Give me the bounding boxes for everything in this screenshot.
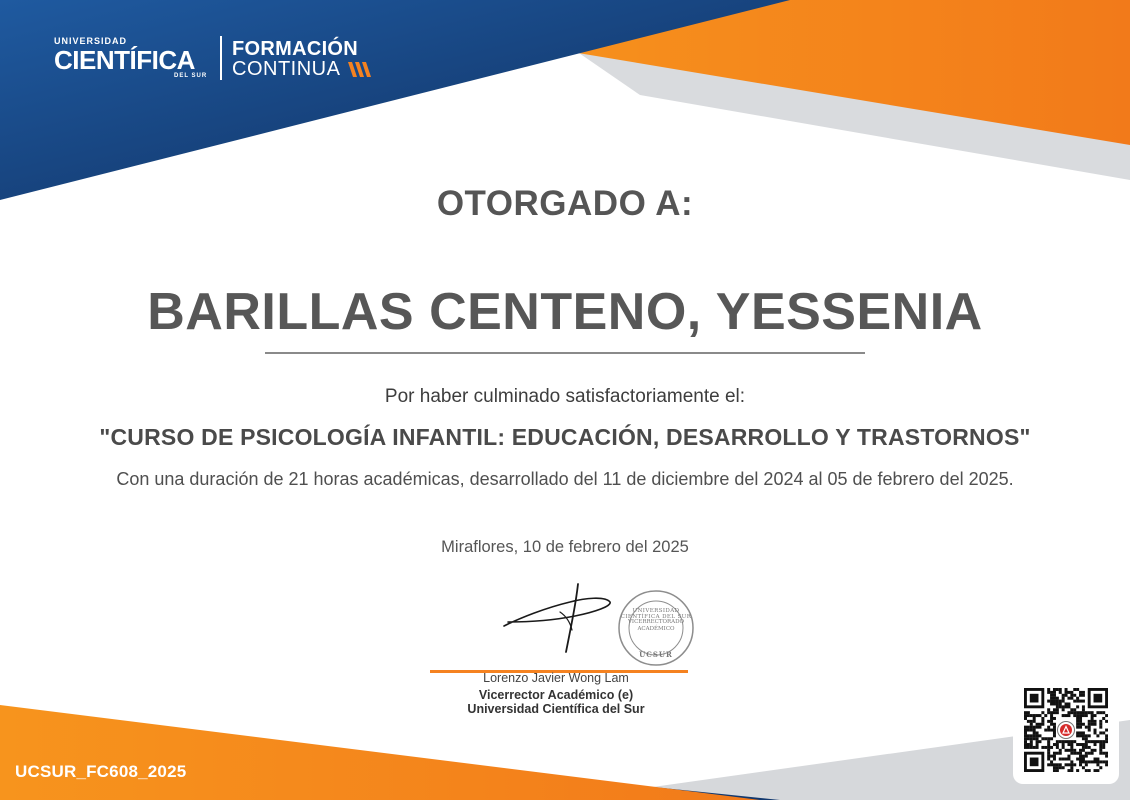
seal-middle-line2: ACADÉMICO: [637, 626, 675, 632]
place-and-date: Miraflores, 10 de febrero del 2025: [441, 538, 689, 556]
handwritten-signature: [500, 582, 615, 654]
seal-bottom-text: UCSUR: [639, 650, 673, 659]
logo-university-suffix: DEL SUR: [174, 73, 208, 79]
course-title: "CURSO DE PSICOLOGÍA INFANTIL: EDUCACIÓN, DESARROLLO Y TRASTORNOS": [99, 424, 1031, 450]
seal-middle-line1: VICERRECTORADO: [627, 619, 685, 625]
awarded-to-heading: OTORGADO A:: [436, 184, 694, 223]
completion-intro: Por haber culminado satisfactoriamente el:: [384, 386, 746, 407]
course-duration: Con una duración de 21 horas académicas, desarrollado del 11 de diciembre del 2024 al 05 de febrero del 2025.: [116, 469, 1014, 489]
chevrons-icon: [348, 62, 372, 77]
signer-role: Vicerrector Académico (e): [478, 688, 634, 702]
university-logo: [54, 36, 384, 86]
logo-divider: [220, 36, 222, 80]
logo-program-line2: CONTINUA: [232, 58, 341, 80]
university-seal: [616, 588, 696, 668]
recipient-underline: [265, 352, 865, 354]
certificate-code: UCSUR_FC608_2025: [15, 762, 187, 781]
logo-university-small: UNIVERSIDAD: [54, 36, 128, 46]
qr-code-icon: [1024, 688, 1108, 772]
logo-university-name: CIENTÍFICA: [54, 45, 195, 75]
logo-program-line1: FORMACIÓN: [232, 38, 359, 60]
signer-organization: Universidad Científica del Sur: [467, 702, 645, 716]
bottom-orange-band: [0, 705, 760, 800]
qr-code-card: [1013, 678, 1119, 784]
recipient-name: BARILLAS CENTENO, YESSENIA: [147, 283, 983, 341]
signer-name: Lorenzo Javier Wong Lam: [483, 671, 629, 685]
seal-top-text: UNIVERSIDAD CIENTÍFICA DEL SUR: [620, 608, 692, 620]
